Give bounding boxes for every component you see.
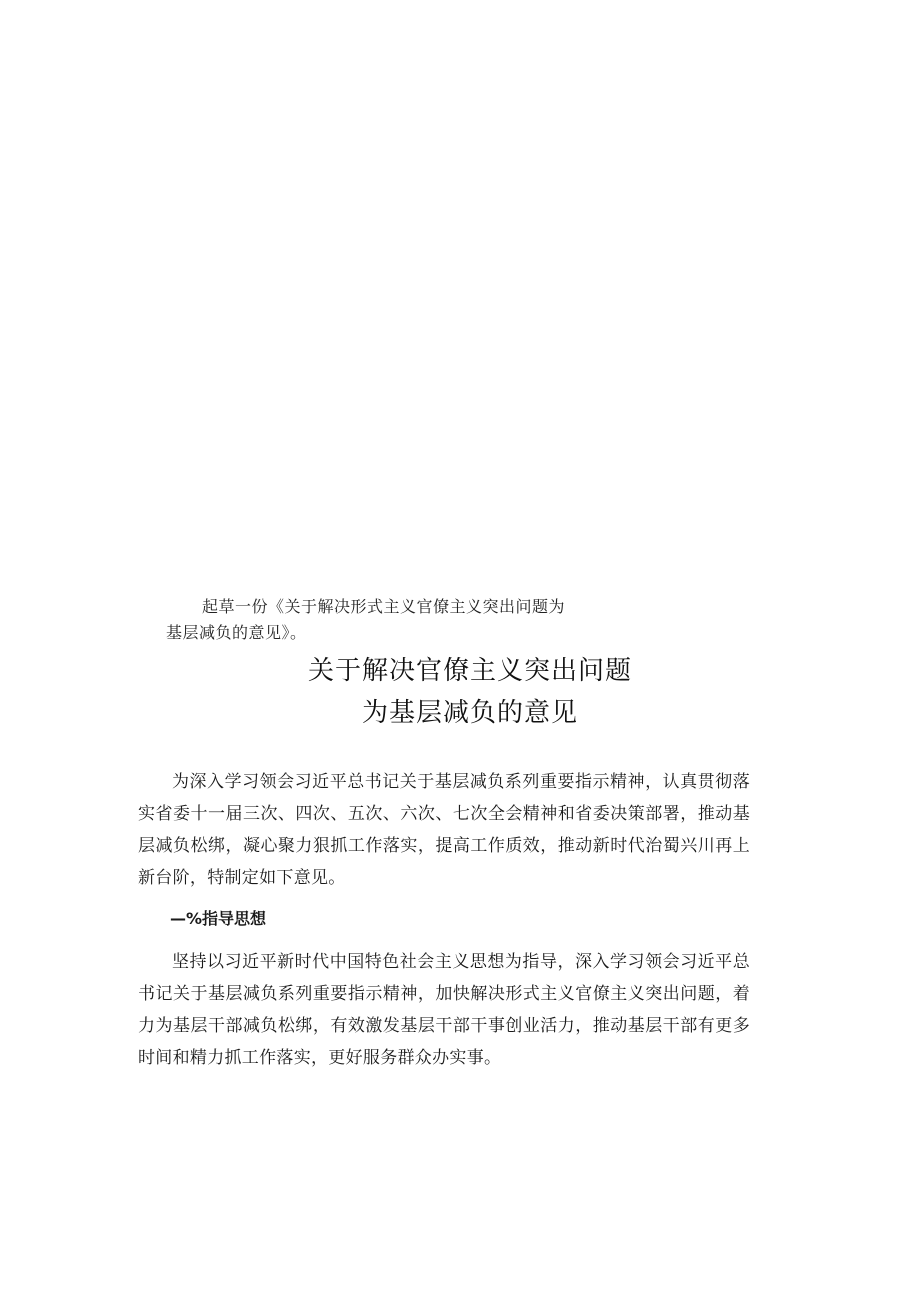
drafting-prompt <box>166 594 666 646</box>
prompt-line-2: 基层减负的意见》。 <box>166 623 307 642</box>
section-heading-guiding-thought: —%指导思想 <box>170 909 267 928</box>
title-line-2: 为基层减负的意见 <box>361 698 578 728</box>
guiding-thought-paragraph: 坚持以习近平新时代中国特色社会主义思想为指导，深入学习领会习近平总书记关于基层减负系列重要指示精神，加快解决形式主义官僚主义突出问题，着力为基层干部减负松绑，有效激发基层干部干事创业活力，推动基层干部有更多时间和精力抓工作落实，更好服务群众办实事。 <box>138 952 750 1068</box>
prompt-line-1: 起草一份《关于解决形式主义官僚主义突出问题为 <box>202 597 566 616</box>
document-body <box>138 766 750 1074</box>
document-title <box>0 650 920 734</box>
intro-paragraph: 为深入学习领会习近平总书记关于基层减负系列重要指示精神，认真贯彻落实省委十一届三次、四次、五次、六次、七次全会精神和省委决策部署，推动基层减负松绑，凝心聚力狠抓工作落实，提高工作质效，推动新时代治蜀兴川再上新台阶，特制定如下意见。 <box>138 772 750 888</box>
title-line-1: 关于解决官僚主义突出问题 <box>307 656 632 686</box>
